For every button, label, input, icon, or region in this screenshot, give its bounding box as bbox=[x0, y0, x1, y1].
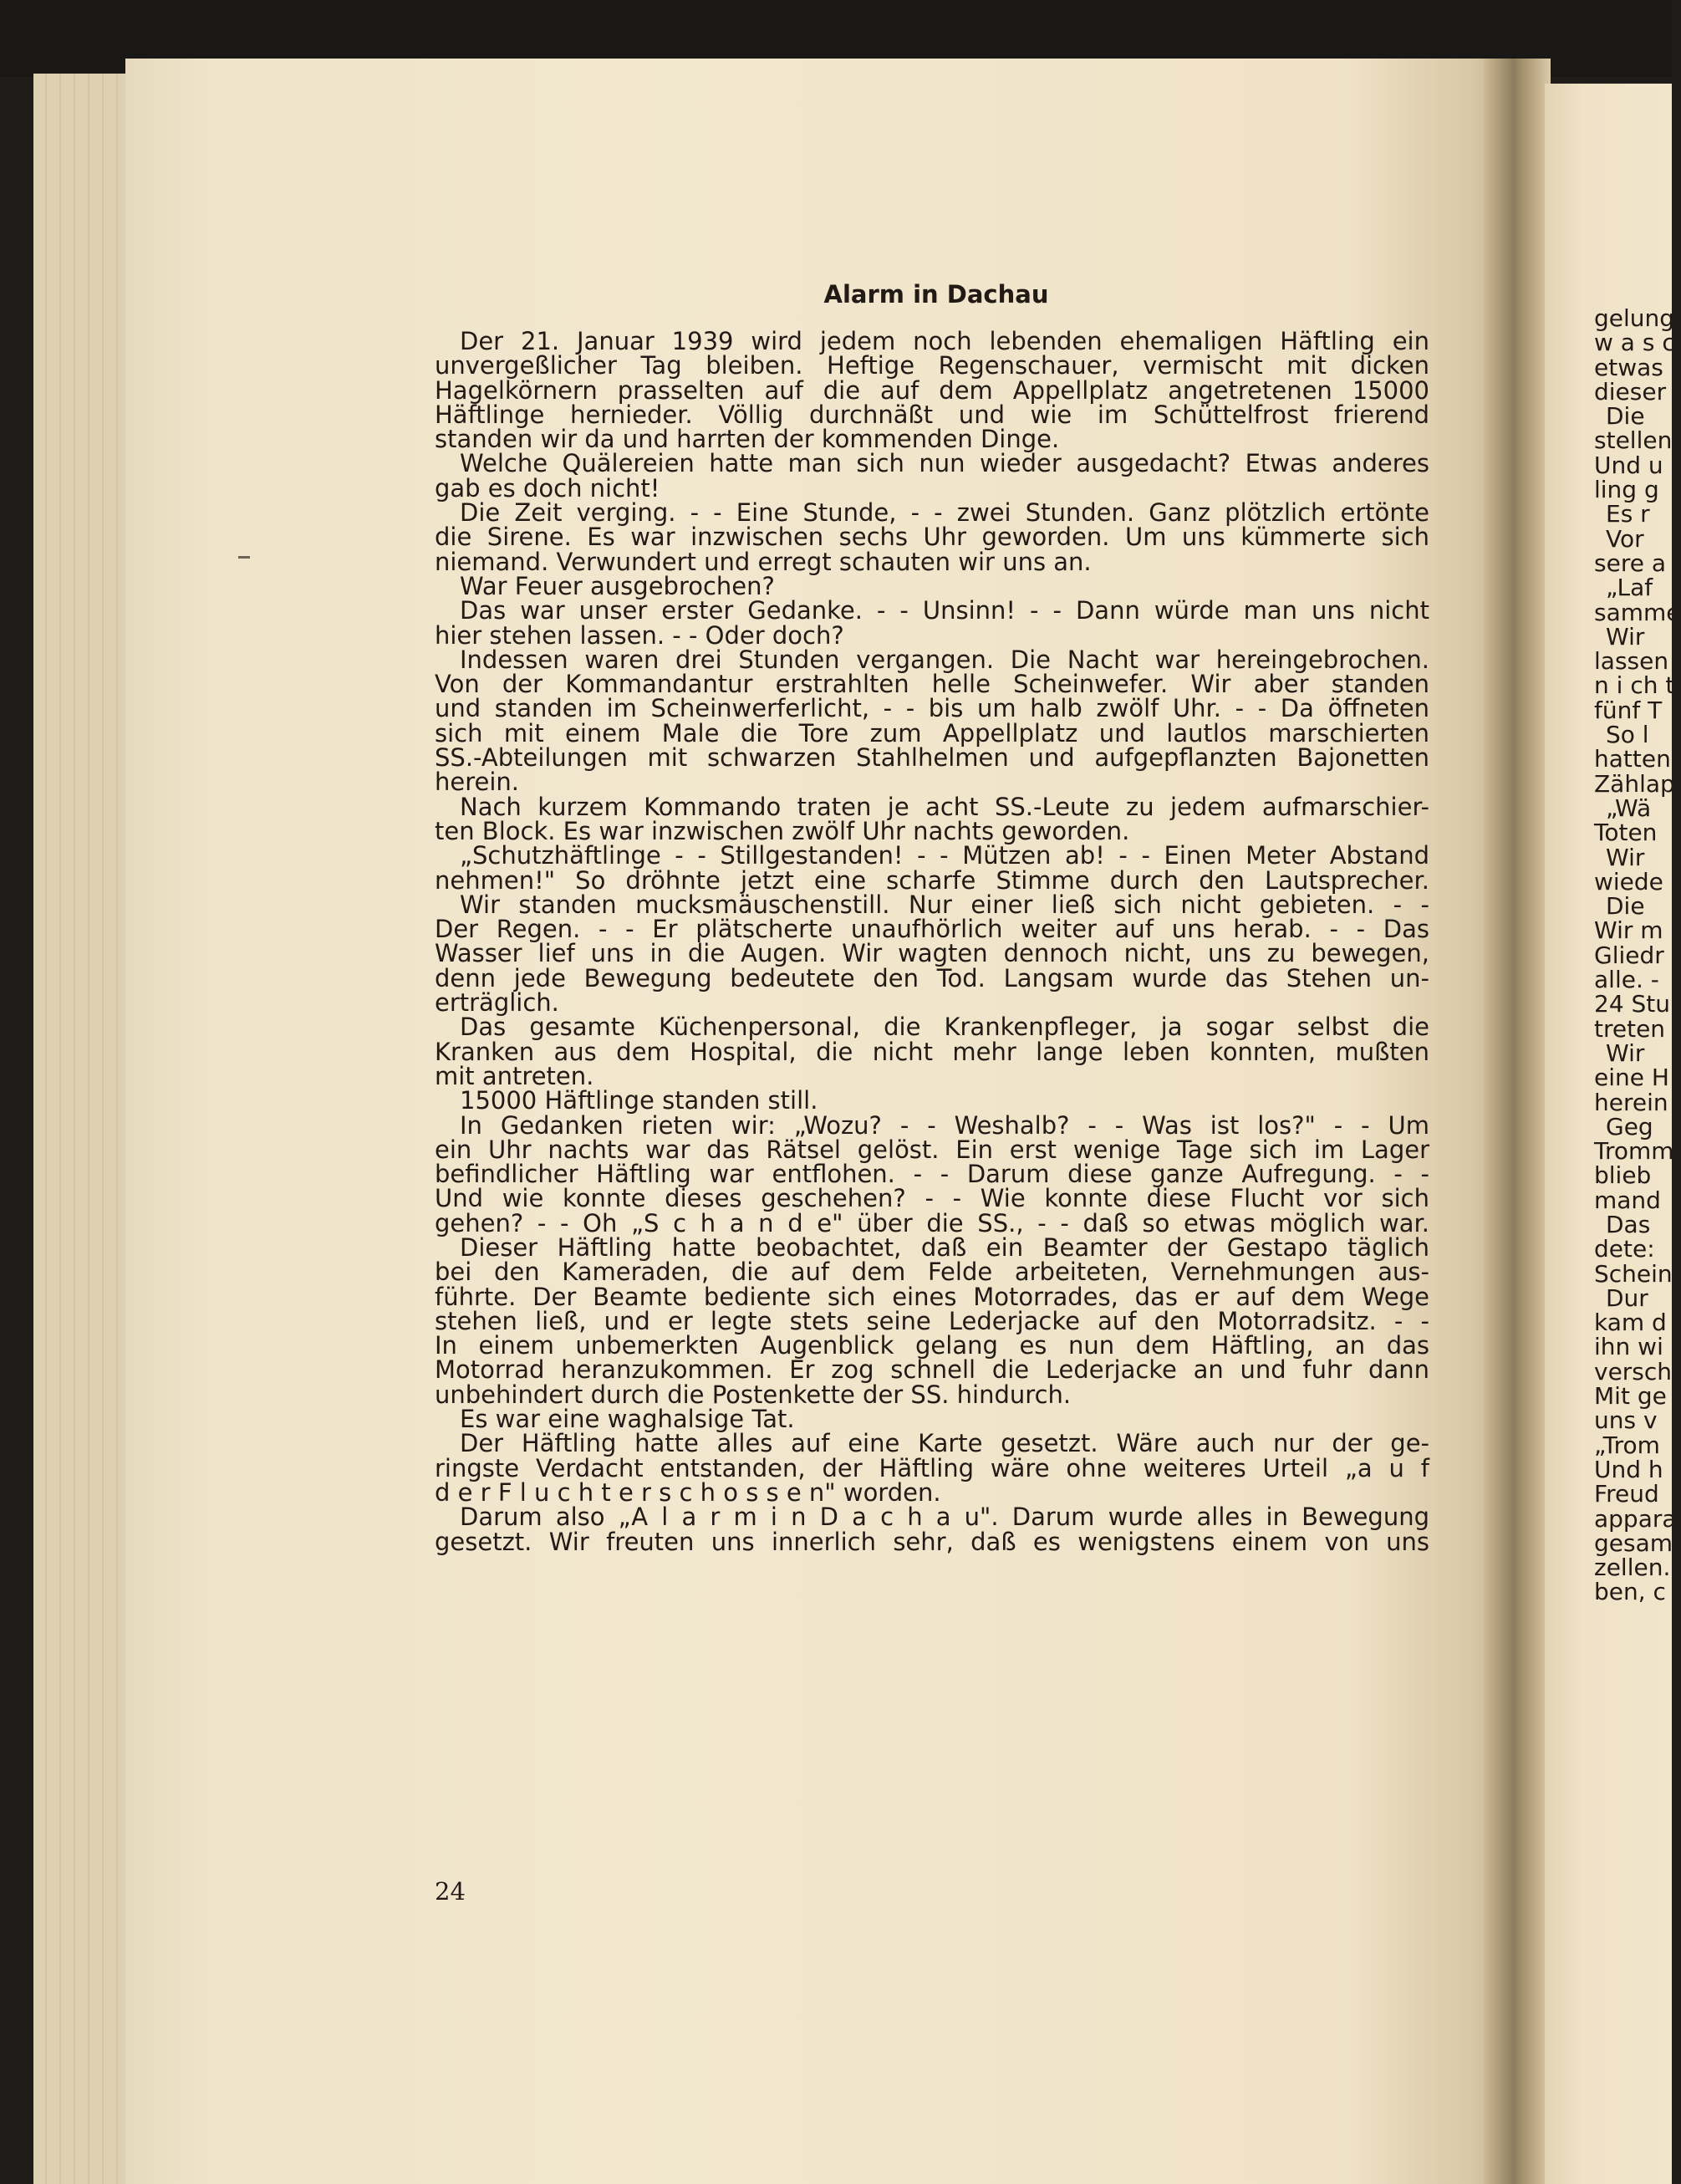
text-line: Toten bbox=[1594, 819, 1658, 847]
text-line: 24 Stu bbox=[1594, 990, 1671, 1018]
text-line: Gliedr bbox=[1594, 941, 1664, 969]
text-line: In Gedanken rieten wir: „Wozu? - - Weshalb? - - Was ist los?" - - Um bbox=[460, 1110, 1429, 1140]
text-line: befindlicher Häftling war entflohen. - - Darum diese ganze Aufregung. - - bbox=[435, 1160, 1429, 1189]
text-line: etwas bbox=[1594, 353, 1663, 381]
text-line: sich mit einem Male die Tore zum Appellplatz und lautlos marschierten bbox=[435, 718, 1429, 748]
text-line: Tromm bbox=[1594, 1137, 1674, 1166]
text-line: fünf T bbox=[1594, 696, 1663, 724]
text-line: Und wie konnte dieses geschehen? - - Wie konnte diese Flucht vor sich bbox=[435, 1184, 1429, 1213]
text-line: Der Häftling hatte alles auf eine Karte gesetzt. Wäre auch nur der ge- bbox=[460, 1429, 1429, 1458]
text-line: dete: bbox=[1594, 1235, 1655, 1263]
text-line: dieser bbox=[1594, 377, 1667, 406]
text-line: und standen im Scheinwerferlicht, - - bis um halb zwölf Uhr. - - Da öffneten bbox=[435, 694, 1429, 723]
text-line: lassen bbox=[1594, 647, 1669, 676]
text-line: Der 21. Januar 1939 wird jedem noch lebenden ehemaligen Häftling ein bbox=[460, 327, 1429, 355]
text-line: Geg bbox=[1606, 1112, 1653, 1140]
text-line: Und h bbox=[1594, 1455, 1663, 1483]
text-line: ling g bbox=[1594, 476, 1659, 504]
text-line: unbehindert durch die Postenkette der SS. hindurch. bbox=[435, 1380, 1072, 1409]
text-line: wiede bbox=[1594, 867, 1663, 896]
text-line: Hagelkörnern prasselten auf die auf dem Appellplatz angetretenen 15000 bbox=[435, 375, 1429, 405]
text-line: Von der Kommandantur erstrahlten helle Scheinwefer. Wir aber standen bbox=[435, 670, 1429, 699]
text-line: ten Block. Es war inzwischen zwölf Uhr nachts geworden. bbox=[435, 816, 1130, 845]
book-gutter bbox=[1484, 59, 1551, 2184]
text-line: ben, c bbox=[1594, 1578, 1666, 1606]
text-line: gesam bbox=[1594, 1528, 1673, 1557]
text-line: Nach kurzem Kommando traten je acht SS.-Leute zu jedem aufmarschier- bbox=[460, 792, 1429, 821]
text-line: Vor bbox=[1606, 524, 1644, 553]
text-line: Welche Quälereien hatte man sich nun wieder ausgedacht? Etwas anderes bbox=[460, 449, 1429, 478]
chapter-heading: Alarm in Dachau bbox=[823, 280, 1049, 309]
text-line: versch bbox=[1594, 1357, 1673, 1385]
text-line: gab es doch nicht! bbox=[435, 473, 660, 503]
text-line: treten bbox=[1594, 1014, 1666, 1043]
text-line: In einem unbemerkten Augenblick gelang es nun dem Häftling, an das bbox=[435, 1331, 1429, 1360]
text-line: gesetzt. Wir freuten uns innerlich sehr, daß es wenigstens einem von uns bbox=[435, 1527, 1429, 1556]
left-page-body bbox=[435, 329, 1429, 1554]
text-line: Die bbox=[1606, 892, 1645, 921]
text-line: 15000 Häftlinge standen still. bbox=[460, 1086, 818, 1115]
text-line: w a s c bbox=[1594, 329, 1675, 357]
text-line: Das gesamte Küchenpersonal, die Krankenpfleger, ja sogar selbst die bbox=[460, 1013, 1429, 1042]
text-line: Freud bbox=[1594, 1480, 1659, 1508]
text-line: stellen bbox=[1594, 426, 1673, 455]
text-line: samme bbox=[1594, 598, 1681, 626]
text-line: Mit ge bbox=[1594, 1382, 1667, 1411]
text-line: „Laf bbox=[1606, 574, 1653, 602]
text-line: Wasser lief uns in die Augen. Wir wagten dennoch nicht, uns zu bewegen, bbox=[435, 939, 1429, 968]
text-line: appara bbox=[1594, 1504, 1677, 1533]
text-line: eine H bbox=[1594, 1064, 1669, 1092]
text-line: ein Uhr nachts war das Rätsel gelöst. Ein erst wenige Tage sich im Lager bbox=[435, 1135, 1429, 1164]
text-line: ringste Verdacht entstanden, der Häftling wäre ohne weiteres Urteil „a u f bbox=[435, 1453, 1429, 1482]
text-line: Die Zeit verging. - - Eine Stunde, - - zwei Stunden. Ganz plötzlich ertönte bbox=[460, 498, 1429, 528]
text-line: n i ch t bbox=[1594, 671, 1675, 700]
text-line: Indessen waren drei Stunden vergangen. Die Nacht war hereingebrochen. bbox=[460, 645, 1429, 674]
text-line: „Trom bbox=[1594, 1431, 1660, 1459]
text-line: sere a bbox=[1594, 549, 1666, 577]
margin-mark bbox=[238, 556, 250, 559]
text-line: „Schutzhäftlinge - - Stillgestanden! - - Mützen ab! - - Einen Meter Abstand bbox=[460, 841, 1429, 870]
text-line: erträglich. bbox=[435, 988, 559, 1018]
text-line: hier stehen lassen. - - Oder doch? bbox=[435, 620, 844, 650]
text-line: Wir bbox=[1606, 1038, 1645, 1067]
text-line: Und u bbox=[1594, 451, 1663, 479]
text-line: blieb bbox=[1594, 1161, 1652, 1190]
text-line: alle. - bbox=[1594, 966, 1659, 994]
text-line: d e r F l u c h t e r s c h o s s e n" worden. bbox=[435, 1477, 941, 1507]
text-line: Wir m bbox=[1594, 916, 1663, 945]
text-line: herein bbox=[1594, 1088, 1668, 1116]
text-line: unvergeßlicher Tag bleiben. Heftige Regenschauer, vermischt mit dicken bbox=[435, 351, 1429, 380]
text-line: Zählap bbox=[1594, 769, 1675, 798]
text-line: Wir standen mucksmäuschenstill. Nur einer ließ sich nicht gebieten. - - bbox=[460, 890, 1429, 919]
text-line: Häftlinge hernieder. Völlig durchnäßt und wie im Schüttelfrost frierend bbox=[435, 400, 1429, 429]
text-line: standen wir da und harrten der kommenden Dinge. bbox=[435, 425, 1060, 454]
text-line: Es war eine waghalsige Tat. bbox=[460, 1405, 795, 1434]
text-line: stehen ließ, und er legte stets seine Lederjacke auf den Motorradsitz. - - bbox=[435, 1306, 1429, 1335]
text-line: hatten bbox=[1594, 745, 1671, 773]
text-line: gehen? - - Oh „S c h a n d e" über die SS., - - daß so etwas möglich war. bbox=[435, 1208, 1429, 1237]
text-line: die Sirene. Es war inzwischen sechs Uhr geworden. Um uns kümmerte sich bbox=[435, 523, 1429, 552]
text-line: Das bbox=[1606, 1210, 1651, 1238]
text-line: mand bbox=[1594, 1186, 1661, 1214]
text-line: mit antreten. bbox=[435, 1061, 594, 1090]
text-line: Das war unser erster Gedanke. - - Unsinn! - - Dann würde man uns nicht bbox=[460, 596, 1429, 625]
text-line: Die bbox=[1606, 402, 1645, 431]
right-page-body-fragment bbox=[1594, 304, 1681, 1606]
text-line: niemand. Verwundert und erregt schauten wir uns an. bbox=[435, 547, 1092, 576]
text-line: bei den Kameraden, die auf dem Felde arbeiteten, Vernehmungen aus- bbox=[435, 1258, 1429, 1287]
page-number: 24 bbox=[435, 1877, 466, 1906]
text-line: zellen. bbox=[1594, 1554, 1671, 1582]
text-line: Dieser Häftling hatte beobachtet, daß ein Beamter der Gestapo täglich bbox=[460, 1232, 1429, 1262]
text-line: Dur bbox=[1606, 1283, 1648, 1312]
text-line: Darum also „A l a r m i n D a c h a u". Darum wurde alles in Bewegung bbox=[460, 1503, 1429, 1532]
text-line: Der Regen. - - Er plätscherte unaufhörlich weiter auf uns herab. - - Das bbox=[435, 915, 1429, 944]
text-line: Wir bbox=[1606, 622, 1645, 651]
text-line: führte. Der Beamte bediente sich eines Motorrades, das er auf dem Wege bbox=[435, 1282, 1429, 1311]
text-line: SS.-Abteilungen mit schwarzen Stahlhelmen und aufgepflanzten Bajonetten bbox=[435, 743, 1429, 773]
text-line: Wir bbox=[1606, 843, 1645, 871]
text-line: denn jede Bewegung bedeutete den Tod. Langsam wurde das Stehen un- bbox=[435, 963, 1429, 992]
text-line: „Wä bbox=[1606, 793, 1652, 822]
text-line: Es r bbox=[1606, 500, 1650, 528]
text-line: kam d bbox=[1594, 1309, 1667, 1337]
text-line: Motorrad heranzukommen. Er zog schnell die Lederjacke an und fuhr dann bbox=[435, 1355, 1429, 1385]
text-line: herein. bbox=[435, 768, 520, 797]
text-line: gelung bbox=[1594, 304, 1675, 332]
text-line: uns v bbox=[1594, 1406, 1658, 1435]
text-line: So l bbox=[1606, 721, 1649, 749]
text-line: ihn wi bbox=[1594, 1333, 1663, 1361]
text-line: War Feuer ausgebrochen? bbox=[460, 571, 775, 600]
text-line: Schein bbox=[1594, 1259, 1673, 1288]
text-line: Kranken aus dem Hospital, die nicht mehr lange leben konnten, mußten bbox=[435, 1037, 1429, 1066]
text-line: nehmen!" So dröhnte jetzt eine scharfe Stimme durch den Lautsprecher. bbox=[435, 865, 1429, 895]
